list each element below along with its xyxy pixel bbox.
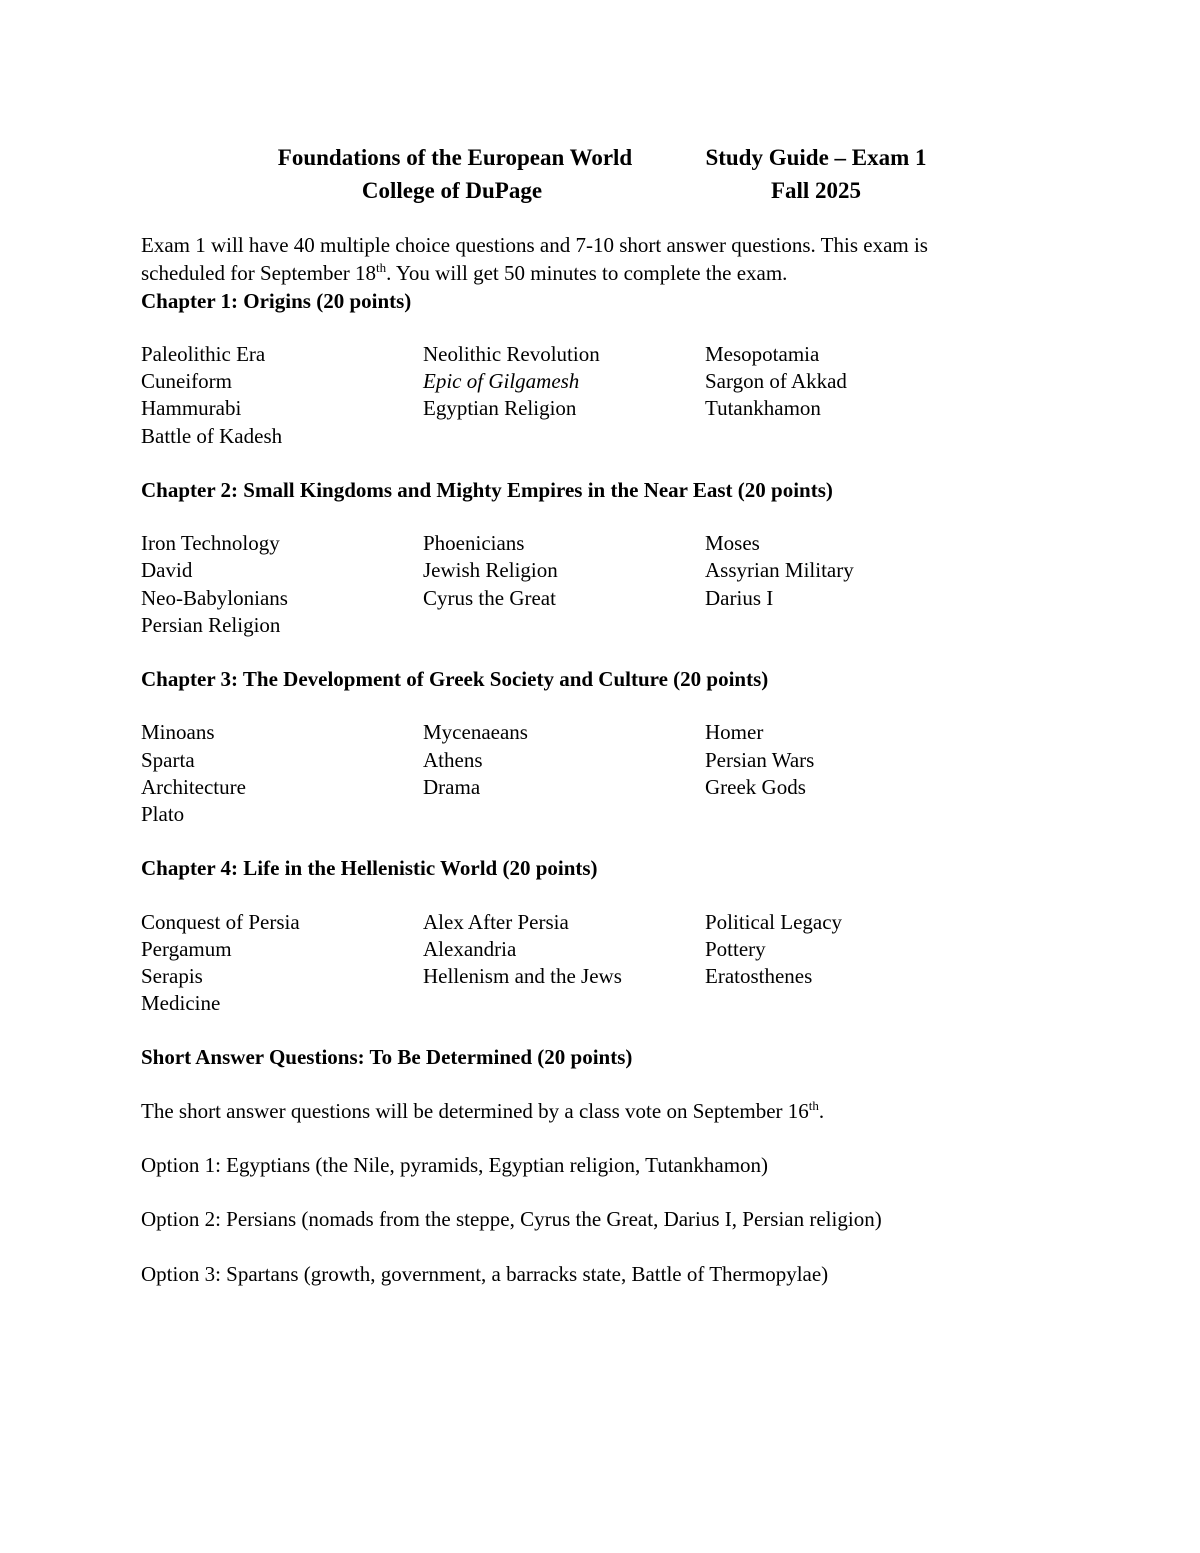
chapter-3-term: Athens	[423, 748, 483, 772]
chapter-2-term: Darius I	[705, 586, 774, 610]
chapter-2-term: Assyrian Military	[705, 558, 854, 582]
vote-note-end: .	[818, 1099, 825, 1123]
short-answer-heading: Short Answer Questions: To Be Determined (20 points)	[141, 1045, 633, 1069]
chapter-3-term: Drama	[423, 775, 481, 799]
chapter-4-term: Alex After Persia	[423, 910, 569, 934]
chapter-1-term: Mesopotamia	[705, 342, 820, 366]
chapter-2-term: Neo-Babylonians	[141, 586, 288, 610]
chapter-2-term: Moses	[705, 531, 760, 555]
chapter-1-term: Cuneiform	[141, 369, 232, 393]
chapter-2-term: Cyrus the Great	[423, 586, 556, 610]
chapter-2-term: Phoenicians	[423, 531, 525, 555]
chapter-4-term: Hellenism and the Jews	[423, 964, 622, 988]
term: Fall 2025	[770, 178, 862, 203]
chapter-3-term: Homer	[705, 720, 764, 744]
chapter-2-heading: Chapter 2: Small Kingdoms and Mighty Empires in the Near East (20 points)	[141, 478, 833, 502]
chapter-3-term: Greek Gods	[705, 775, 806, 799]
chapter-1-term: Battle of Kadesh	[141, 424, 283, 448]
intro-date-text: scheduled for September 18	[141, 261, 377, 285]
intro-line-2	[141, 260, 787, 287]
chapter-1-term: Tutankhamon	[705, 396, 821, 420]
short-answer-vote-note	[141, 1098, 824, 1125]
short-answer-option: Option 1: Egyptians (the Nile, pyramids, Egyptian religion, Tutankhamon)	[141, 1153, 769, 1177]
chapter-4-term: Eratosthenes	[705, 964, 813, 988]
chapter-1-term: Hammurabi	[141, 396, 242, 420]
college-name: College of DuPage	[361, 178, 543, 203]
chapter-3-heading: Chapter 3: The Development of Greek Society and Culture (20 points)	[141, 667, 769, 691]
chapter-4-term: Pottery	[705, 937, 766, 961]
chapter-4-term: Conquest of Persia	[141, 910, 300, 934]
intro-date-suffix: th	[376, 260, 387, 275]
chapter-2-term: David	[141, 558, 193, 582]
chapter-1-heading: Chapter 1: Origins (20 points)	[141, 289, 412, 313]
chapter-3-term: Plato	[141, 802, 185, 826]
intro-line-1: Exam 1 will have 40 multiple choice questions and 7-10 short answer questions. This exam is	[141, 233, 928, 257]
chapter-2-term: Persian Religion	[141, 613, 281, 637]
chapter-3-term: Mycenaeans	[423, 720, 528, 744]
chapter-3-term: Persian Wars	[705, 748, 815, 772]
chapter-1-term: Sargon of Akkad	[705, 369, 847, 393]
short-answer-option: Option 3: Spartans (growth, government, a barracks state, Battle of Thermopylae)	[141, 1262, 829, 1286]
course-title: Foundations of the European World	[277, 145, 633, 170]
chapter-4-term: Political Legacy	[705, 910, 843, 934]
chapter-3-term: Minoans	[141, 720, 215, 744]
chapter-1-term: Epic of Gilgamesh	[423, 369, 580, 393]
chapter-4-term: Alexandria	[423, 937, 517, 961]
chapter-3-term: Sparta	[141, 748, 195, 772]
chapter-2-term: Iron Technology	[141, 531, 280, 555]
doc-title: Study Guide – Exam 1	[705, 145, 927, 170]
chapter-4-term: Serapis	[141, 964, 203, 988]
chapter-4-heading: Chapter 4: Life in the Hellenistic World (20 points)	[141, 856, 598, 880]
intro-duration-text: . You will get 50 minutes to complete the exam.	[386, 261, 788, 285]
short-answer-option: Option 2: Persians (nomads from the steppe, Cyrus the Great, Darius I, Persian religion)	[141, 1207, 882, 1231]
chapter-1-term: Egyptian Religion	[423, 396, 577, 420]
chapter-4-term: Pergamum	[141, 937, 232, 961]
vote-date-suffix: th	[808, 1098, 819, 1113]
chapter-3-term: Architecture	[141, 775, 246, 799]
chapter-1-term: Paleolithic Era	[141, 342, 266, 366]
vote-note-text: The short answer questions will be determined by a class vote on September 16	[141, 1099, 809, 1123]
chapter-4-term: Medicine	[141, 991, 221, 1015]
chapter-1-term: Neolithic Revolution	[423, 342, 600, 366]
chapter-2-term: Jewish Religion	[423, 558, 558, 582]
